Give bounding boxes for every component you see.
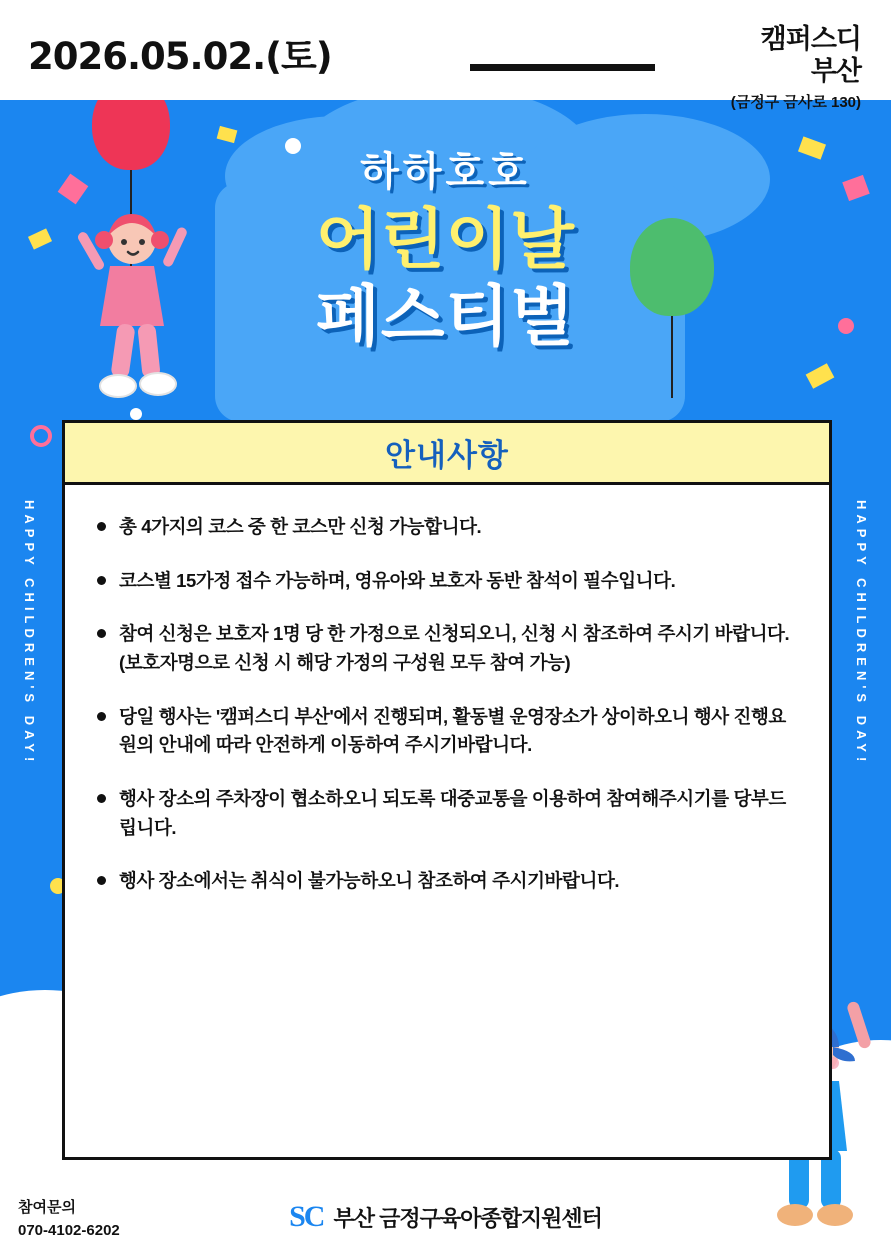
organization-name: 부산 금정구육아종합지원센터 [333, 1205, 602, 1231]
list-item [91, 785, 803, 842]
date-underline [470, 64, 655, 71]
bullet-icon [97, 794, 106, 803]
venue-address: (금정구 금사로 130) [730, 93, 861, 111]
organization-logo-icon [289, 1200, 323, 1234]
note-text: 행사 장소에서는 취식이 불가능하오니 참조하여 주시기바랍니다. [119, 870, 620, 892]
organization-logo-text: SC [289, 1200, 324, 1233]
bullet-icon [97, 876, 106, 885]
note-text: 행사 장소의 주차장이 협소하오니 되도록 대중교통을 이용하여 참여해주시기를 당부드립니다. [119, 788, 786, 838]
notice-list [65, 485, 829, 931]
note-text: 코스별 15가정 접수 가능하며, 영유아와 보호자 동반 참석이 필수입니다. [119, 569, 676, 591]
venue-block [731, 24, 861, 111]
event-date: 2026.05.02.(토) [28, 35, 332, 78]
bullet-icon [97, 522, 106, 531]
bullet-icon [97, 712, 106, 721]
contact-phone: 070-4102-6202 [18, 1221, 120, 1239]
side-text-left: HAPPY CHILDREN'S DAY! [22, 500, 37, 767]
bullet-icon [97, 576, 106, 585]
poster-header [0, 0, 891, 111]
hero-title [0, 140, 891, 355]
bullet-icon [97, 629, 106, 638]
hero-title-small: 하하호호 [360, 150, 531, 194]
ring-decor-white [130, 408, 142, 420]
ring-decor-pink [30, 425, 52, 447]
hero-title-line2: 페스티벌 [315, 278, 576, 353]
list-item [91, 867, 803, 896]
side-text-right: HAPPY CHILDREN'S DAY! [854, 500, 869, 767]
contact-label: 참여문의 [18, 1198, 76, 1216]
venue-name-line2: 부산 [810, 55, 861, 86]
list-item [91, 620, 803, 677]
list-item [91, 513, 803, 542]
notice-card-header [65, 423, 829, 485]
hero-title-line1: 어린이날 [315, 202, 576, 276]
note-text: 참여 신청은 보호자 1명 당 한 가정으로 신청되오니, 신청 시 참조하여 주시기 바랍니다.(보호자명으로 신청 시 해당 가정의 구성원 모두 참여 가능) [119, 623, 790, 674]
organization-block [0, 1200, 891, 1234]
notice-card [62, 420, 832, 1160]
note-text: 당일 행사는 '캠퍼스디 부산'에서 진행되며, 활동별 운영장소가 상이하오니 행사 진행요원의 안내에 따라 안전하게 이동하여 주시기바랍니다. [119, 705, 786, 756]
list-item [91, 703, 803, 760]
note-text: 총 4가지의 코스 중 한 코스만 신청 가능합니다. [119, 516, 482, 537]
notice-card-title: 안내사항 [385, 438, 509, 473]
venue-name-line1: 캠퍼스디 [760, 24, 861, 54]
list-item [91, 567, 803, 596]
